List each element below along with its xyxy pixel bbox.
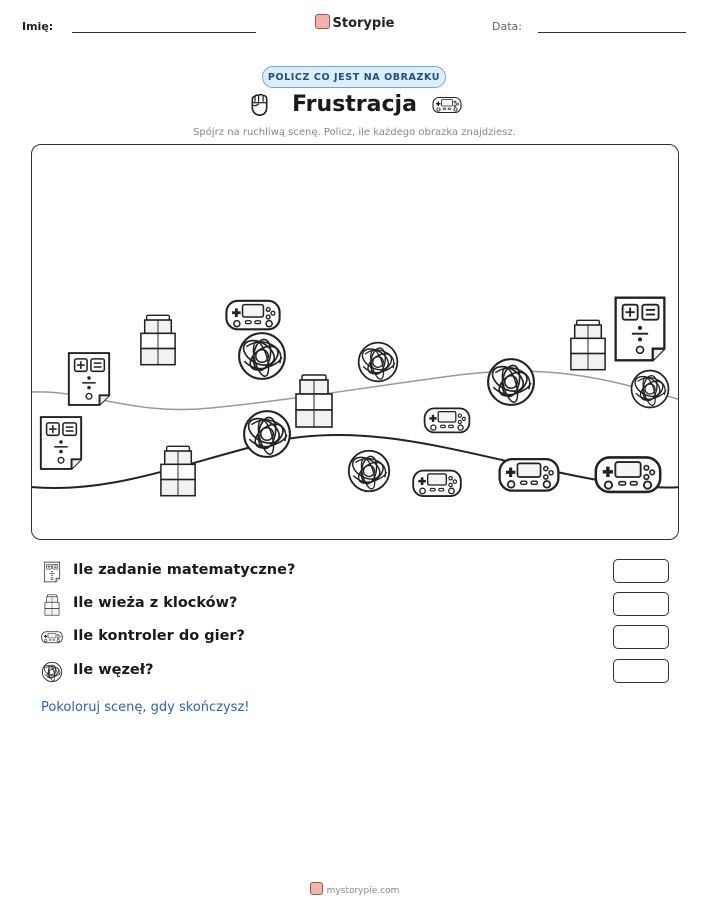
scene-game-controller-icon <box>413 470 461 496</box>
answer-box-knot[interactable] <box>613 659 669 683</box>
scene-game-controller-icon <box>424 408 469 432</box>
scene-frame <box>31 144 679 540</box>
question-row-controller <box>41 625 671 651</box>
question-row-tower <box>41 592 671 618</box>
answer-box-controller[interactable] <box>613 625 669 649</box>
question-text: Ile kontroler do gier? <box>73 628 245 644</box>
footer <box>0 882 709 896</box>
scene-game-controller-icon <box>226 300 279 329</box>
question-text: Ile zadanie matematyczne? <box>73 562 296 578</box>
block-tower-icon <box>41 594 63 616</box>
math-sheet-icon <box>41 561 63 583</box>
scene-knot-icon <box>631 370 668 407</box>
scene-canvas <box>31 144 679 540</box>
page-title: Frustracja <box>292 92 417 117</box>
knot-icon <box>41 661 63 683</box>
footer-url: mystorypie.com <box>326 886 400 896</box>
answer-box-math[interactable] <box>613 559 669 583</box>
scene-knot-icon <box>244 411 290 457</box>
date-label: Data: <box>492 20 522 33</box>
scene-math-sheet-icon <box>68 353 108 405</box>
scene-knot-icon <box>488 359 534 405</box>
coloring-note: Pokoloruj scenę, gdy skończysz! <box>41 700 250 715</box>
date-line[interactable] <box>538 32 686 33</box>
name-label: Imię: <box>22 20 54 33</box>
question-text: Ile węzeł? <box>73 662 154 678</box>
answer-box-tower[interactable] <box>613 592 669 616</box>
title-controller-icon <box>432 96 462 116</box>
brand <box>0 14 709 31</box>
scene-math-sheet-icon <box>615 297 664 360</box>
instruction-badge: POLICZ CO JEST NA OBRAZKU <box>262 66 446 88</box>
game-controller-icon <box>41 627 63 649</box>
storypie-logo-icon <box>315 14 330 29</box>
name-line[interactable] <box>72 32 256 33</box>
scene-block-tower-icon <box>296 375 332 427</box>
scene-knot-icon <box>358 342 397 381</box>
scene-block-tower-icon <box>140 315 174 364</box>
scene-game-controller-icon <box>499 459 558 491</box>
question-row-knot <box>41 659 671 685</box>
question-text: Ile wieża z klocków? <box>73 595 238 611</box>
question-row-math <box>41 559 671 585</box>
scene-knot-icon <box>348 450 388 490</box>
scene-game-controller-icon <box>595 457 659 492</box>
scene-math-sheet-icon <box>40 417 80 469</box>
brand-name: Storypie <box>332 16 395 31</box>
scene-block-tower-icon <box>570 320 604 369</box>
scene-knot-icon <box>239 333 285 379</box>
storypie-logo-icon <box>310 882 323 895</box>
scene-block-tower-icon <box>160 446 194 495</box>
scene-curve-upper <box>31 371 679 410</box>
page-subtitle: Spójrz na ruchliwą scenę. Policz, ile każdego obrazka znajdziesz. <box>193 127 516 138</box>
